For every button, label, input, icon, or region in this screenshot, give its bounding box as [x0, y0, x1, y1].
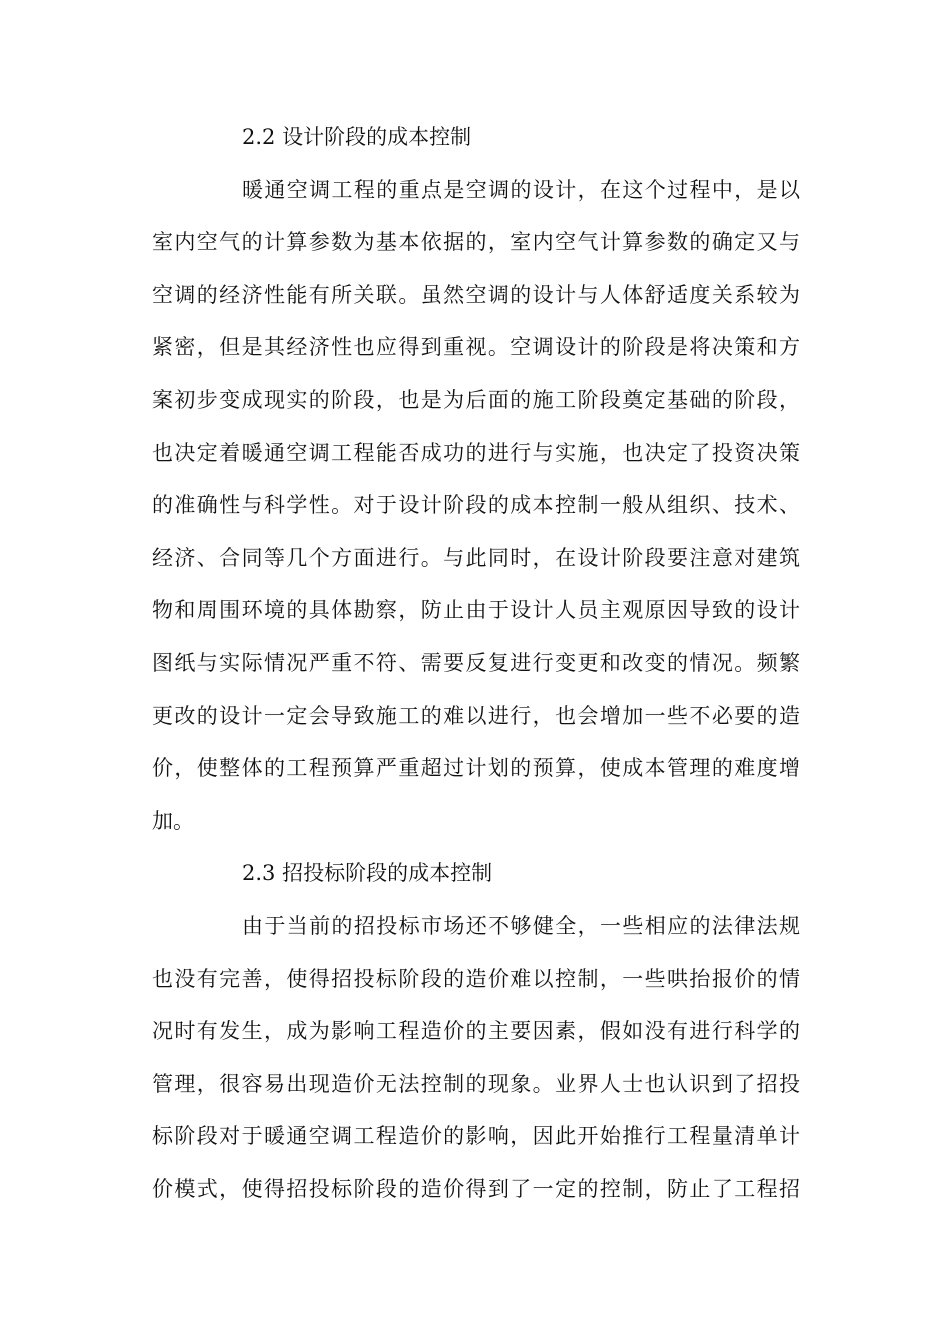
paragraph-line: 标阶段对于暖通空调工程造价的影响，因此开始推行工程量清单计: [152, 1124, 800, 1149]
document-body: [152, 111, 800, 1215]
section-heading-2-3: 2.3 招投标阶段的成本控制: [242, 861, 493, 886]
paragraph-line: 经济、合同等几个方面进行。与此同时，在设计阶段要注意对建筑: [152, 545, 800, 570]
paragraph-line: 价，使整体的工程预算严重超过计划的预算，使成本管理的难度增: [152, 756, 800, 781]
paragraph-line: 由于当前的招投标市场还不够健全，一些相应的法律法规: [242, 913, 800, 938]
paragraph-line: 况时有发生，成为影响工程造价的主要因素，假如没有进行科学的: [152, 1019, 800, 1044]
section-heading-2-2: 2.2 设计阶段的成本控制: [242, 125, 472, 149]
paragraph-line: 加。: [152, 808, 194, 833]
paragraph-line: 价模式，使得招投标阶段的造价得到了一定的控制，防止了工程招: [152, 1176, 800, 1201]
paragraph-line: 物和周围环境的具体勘察，防止由于设计人员主观原因导致的设计: [152, 598, 800, 623]
paragraph-line: 图纸与实际情况严重不符、需要反复进行变更和改变的情况。频繁: [152, 650, 800, 675]
paragraph-line: 暖通空调工程的重点是空调的设计，在这个过程中，是以: [242, 177, 800, 202]
paragraph-line: 管理，很容易出现造价无法控制的现象。业界人士也认识到了招投: [152, 1071, 800, 1096]
paragraph-line: 紧密，但是其经济性也应得到重视。空调设计的阶段是将决策和方: [152, 335, 800, 360]
paragraph-line: 也没有完善，使得招投标阶段的造价难以控制，一些哄抬报价的情: [152, 966, 800, 991]
paragraph-line: 也决定着暖通空调工程能否成功的进行与实施，也决定了投资决策: [152, 440, 800, 465]
paragraph-line: 更改的设计一定会导致施工的难以进行，也会增加一些不必要的造: [152, 703, 800, 728]
paragraph-line: 空调的经济性能有所关联。虽然空调的设计与人体舒适度关系较为: [152, 282, 800, 307]
paragraph-line: 的准确性与科学性。对于设计阶段的成本控制一般从组织、技术、: [152, 493, 800, 518]
paragraph-line: 室内空气的计算参数为基本依据的，室内空气计算参数的确定又与: [152, 230, 800, 255]
paragraph-line: 案初步变成现实的阶段，也是为后面的施工阶段奠定基础的阶段，: [152, 387, 800, 412]
